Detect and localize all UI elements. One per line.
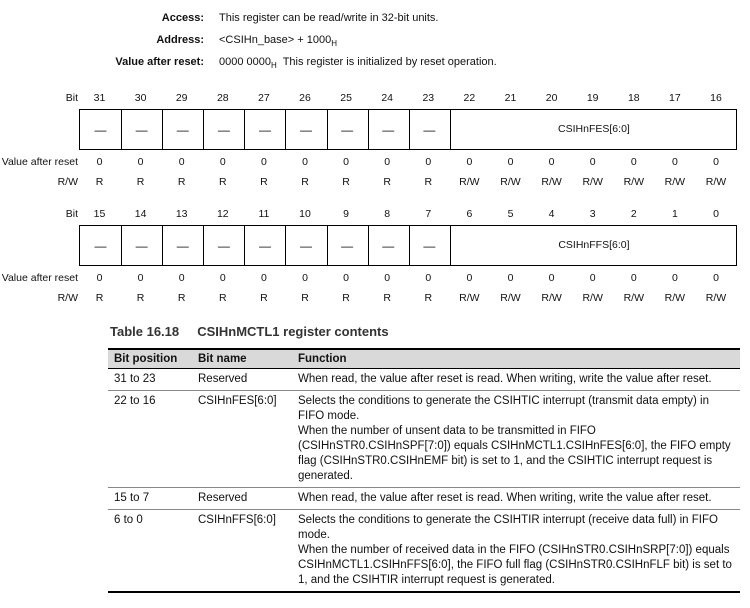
rw-value: R/W (664, 176, 686, 188)
header-bit-name: Bit name (192, 349, 292, 369)
reset-value: 0 (260, 272, 267, 284)
reset-value: 0 (219, 156, 226, 168)
bit-number: 0 (713, 208, 719, 220)
reserved-bit-cell (409, 226, 451, 265)
bit-number: 31 (93, 92, 106, 104)
bit-field-name: CSIHnFES[6:0] (558, 123, 630, 135)
rw-value: R/W (705, 176, 727, 188)
reserved-mark: — (217, 239, 230, 253)
bit-number: 29 (175, 92, 188, 104)
register-box (79, 109, 737, 150)
rw-value: R/W (582, 176, 603, 188)
rw-value: R (219, 292, 227, 304)
reserved-mark: — (300, 239, 313, 253)
reserved-bit-cell (286, 110, 328, 149)
reserved-bit-cell (162, 110, 204, 149)
reset-value: 0 (507, 156, 514, 168)
rw-value: R/W (459, 292, 480, 304)
bit-number: 9 (343, 208, 350, 220)
reset-value: 0 (137, 272, 144, 284)
reset-value: 0 (343, 272, 350, 284)
reserved-bit-cell (244, 226, 286, 265)
bit-number: 21 (504, 92, 517, 104)
reset-row (0, 56, 750, 72)
rw-value: R (301, 292, 309, 304)
reserved-mark: — (217, 123, 230, 137)
rw-value: R (136, 292, 145, 304)
bit-field-name: CSIHnFFS[6:0] (558, 239, 630, 251)
reset-value: 0 (137, 156, 144, 168)
reserved-bit-cell (244, 110, 286, 149)
bit-number: 13 (175, 208, 188, 220)
value-after-reset-label: Value after reset (1, 272, 78, 284)
reset-value: 0 (178, 156, 185, 168)
rw-row-label: R/W (57, 292, 78, 304)
reserved-mark: — (423, 123, 436, 137)
reset-value: 0 (713, 156, 719, 168)
rw-value: R (136, 176, 145, 188)
bit-number: 23 (422, 92, 435, 104)
bit-number: 24 (381, 92, 394, 104)
bit-row-label: Bit (65, 208, 78, 220)
rw-value: R (260, 176, 268, 188)
reserved-bit-cell (368, 110, 410, 149)
reset-value (219, 56, 497, 70)
bit-number: 16 (710, 92, 722, 104)
reset-value: 0 (507, 272, 514, 284)
rw-value: R (342, 176, 350, 188)
function-paragraph: When read, the value after reset is read. When writing, write the value after reset. (298, 373, 712, 385)
reset-value: 0 (589, 272, 596, 284)
reserved-bit-cell (286, 226, 328, 265)
table-row (108, 391, 740, 488)
rw-value: R/W (459, 176, 480, 188)
bit-number: 7 (425, 208, 432, 220)
bit-number: 2 (630, 208, 637, 220)
bit-name-cell: Reserved (192, 488, 292, 510)
reserved-bit-cell (80, 226, 122, 265)
reset-value: 0 (96, 272, 103, 284)
bit-position-cell: 22 to 16 (108, 391, 192, 488)
reset-value: 0 (630, 156, 637, 168)
rw-value: R/W (541, 176, 562, 188)
reset-value: 0 (548, 156, 555, 168)
reserved-bit-cell (162, 226, 204, 265)
access-label: Access: (161, 12, 204, 24)
reset-value: 0 (219, 272, 226, 284)
address-text: <CSIHn_base> + 1000 (219, 34, 332, 46)
reset-value: 0 (589, 156, 596, 168)
reset-value: 0 (548, 272, 555, 284)
reset-suffix: H (271, 61, 277, 70)
reset-value: 0 (96, 156, 103, 168)
reserved-mark: — (382, 239, 395, 253)
reset-value: 0 (713, 272, 719, 284)
bit-name-cell: CSIHnFFS[6:0] (192, 510, 292, 593)
reset-value: 0 (630, 272, 637, 284)
value-after-reset-label: Value after reset (1, 156, 78, 168)
bit-number: 3 (589, 208, 596, 220)
table-row (108, 488, 740, 510)
reserved-mark: — (135, 123, 148, 137)
reset-value: 0 (425, 156, 432, 168)
register-contents-table (108, 348, 740, 593)
reserved-bit-cell (203, 226, 245, 265)
function-paragraph: Selects the conditions to generate the CSIHTIC interrupt (transmit data empty) in FIFO mode. (298, 395, 709, 422)
bit-position-cell: 31 to 23 (108, 369, 192, 391)
bit-number: 18 (627, 92, 640, 104)
reserved-bit-cell (203, 110, 245, 149)
rw-value: R/W (500, 292, 521, 304)
table-title: Table 16.18 CSIHnMCTL1 register contents (110, 324, 389, 339)
table-header-row (108, 349, 740, 369)
rw-row-label: R/W (57, 176, 78, 188)
address-value (219, 34, 337, 48)
rw-value: R (383, 176, 391, 188)
reset-value: 0 (384, 156, 391, 168)
bit-position-cell: 15 to 7 (108, 488, 192, 510)
rw-value: R (424, 176, 433, 188)
reserved-mark: — (382, 123, 395, 137)
reserved-bit-cell (409, 110, 451, 149)
bit-number: 25 (340, 92, 352, 104)
reserved-mark: — (176, 123, 189, 137)
reserved-bit-cell (327, 226, 369, 265)
rw-value: R/W (582, 292, 603, 304)
header-bit-position: Bit position (108, 349, 192, 369)
function-cell (292, 488, 740, 510)
reserved-mark: — (135, 239, 148, 253)
reset-value: 0 (260, 156, 267, 168)
address-label: Address: (156, 34, 204, 46)
rw-value: R (95, 176, 104, 188)
reset-note: This register is initialized by reset operation. (282, 56, 497, 68)
reset-value: 0 (671, 272, 678, 284)
bit-number: 30 (134, 92, 147, 104)
bit-number: 6 (466, 208, 473, 220)
rw-value: R (177, 292, 186, 304)
reserved-bit-cell (327, 110, 369, 149)
function-paragraph: When the number of received data in the FIFO (CSIHnSTR0.CSIHnSRP[7:0]) equals CSIHnMCTL1.CSIHnFFS[6:0], the FIFO full flag (CSIHnSTR0.CSIHnFLF bit) is set to 1, and the CSIHTIR interrupt request is generated. (298, 544, 732, 586)
rw-value: R (301, 176, 309, 188)
rw-value: R/W (541, 292, 562, 304)
function-paragraph: When the number of unsent data to be transmitted in FIFO (CSIHnSTR0.CSIHnSPF[7:0]) equals CSIHnMCTL1.CSIHnFES[6:0], the FIFO empty flag (CSIHnSTR0.CSIHnEMF bit) is set to 1, and the CSIHTIC interrupt request is generated. (298, 425, 731, 482)
reserved-mark: — (341, 123, 354, 137)
reserved-bit-cell (80, 110, 122, 149)
rw-value: R/W (705, 292, 727, 304)
rw-value: R (424, 292, 433, 304)
reset-value: 0 (466, 272, 473, 284)
register-diagram-upper (0, 92, 750, 192)
reset-value: 0 (178, 272, 185, 284)
reserved-bit-cell (368, 226, 410, 265)
function-cell (292, 510, 740, 593)
access-row (0, 12, 750, 28)
bit-number: 26 (299, 92, 311, 104)
bit-number: 22 (463, 92, 476, 104)
bit-number: 14 (134, 208, 147, 220)
reserved-mark: — (94, 239, 107, 253)
rw-value: R (260, 292, 268, 304)
function-cell (292, 391, 740, 488)
access-value: This register can be read/write in 32-bit units. (219, 12, 439, 24)
bit-number: 28 (216, 92, 229, 104)
table-row (108, 510, 740, 593)
bit-name-cell: CSIHnFES[6:0] (192, 391, 292, 488)
reserved-mark: — (258, 239, 271, 253)
bit-name-cell: Reserved (192, 369, 292, 391)
reset-value-text: 0000 0000 (219, 56, 271, 68)
rw-value: R/W (623, 176, 644, 188)
bit-number: 17 (669, 92, 681, 104)
bit-number: 15 (93, 208, 106, 220)
bit-number: 4 (548, 208, 555, 220)
bit-number: 20 (545, 92, 558, 104)
bit-number: 10 (299, 208, 311, 220)
bit-number: 8 (384, 208, 391, 220)
reserved-mark: — (423, 239, 436, 253)
reserved-mark: — (300, 123, 313, 137)
bit-number: 1 (671, 208, 678, 220)
rw-value: R (219, 176, 227, 188)
reserved-mark: — (341, 239, 354, 253)
reserved-mark: — (176, 239, 189, 253)
reset-value: 0 (425, 272, 432, 284)
bit-row-label: Bit (65, 92, 78, 104)
register-box (79, 225, 737, 266)
rw-value: R/W (623, 292, 644, 304)
reserved-mark: — (258, 123, 271, 137)
rw-value: R (95, 292, 104, 304)
reserved-bit-cell (121, 110, 163, 149)
reset-label: Value after reset: (115, 56, 204, 68)
rw-value: R (177, 176, 186, 188)
function-paragraph: When read, the value after reset is read. When writing, write the value after reset. (298, 492, 712, 504)
reset-value: 0 (302, 156, 308, 168)
header-function: Function (292, 349, 740, 369)
bit-number: 5 (507, 208, 514, 220)
reserved-bit-cell (121, 226, 163, 265)
rw-value: R (383, 292, 391, 304)
reset-value: 0 (384, 272, 391, 284)
address-suffix: H (331, 39, 338, 48)
function-cell (292, 369, 740, 391)
bit-number: 11 (258, 208, 270, 220)
reserved-mark: — (94, 123, 107, 137)
register-diagram-lower (0, 208, 750, 308)
reset-value: 0 (302, 272, 308, 284)
bit-number: 19 (586, 92, 599, 104)
rw-value: R/W (500, 176, 521, 188)
table-row (108, 369, 740, 391)
reset-value: 0 (466, 156, 473, 168)
reset-value: 0 (343, 156, 350, 168)
bit-number: 12 (216, 208, 229, 220)
rw-value: R (342, 292, 350, 304)
bit-position-cell: 6 to 0 (108, 510, 192, 593)
address-row (0, 34, 750, 50)
rw-value: R/W (664, 292, 686, 304)
bit-number: 27 (258, 92, 270, 104)
function-paragraph: Selects the conditions to generate the CSIHTIR interrupt (receive data full) in FIFO mode. (298, 514, 718, 541)
reset-value: 0 (671, 156, 678, 168)
